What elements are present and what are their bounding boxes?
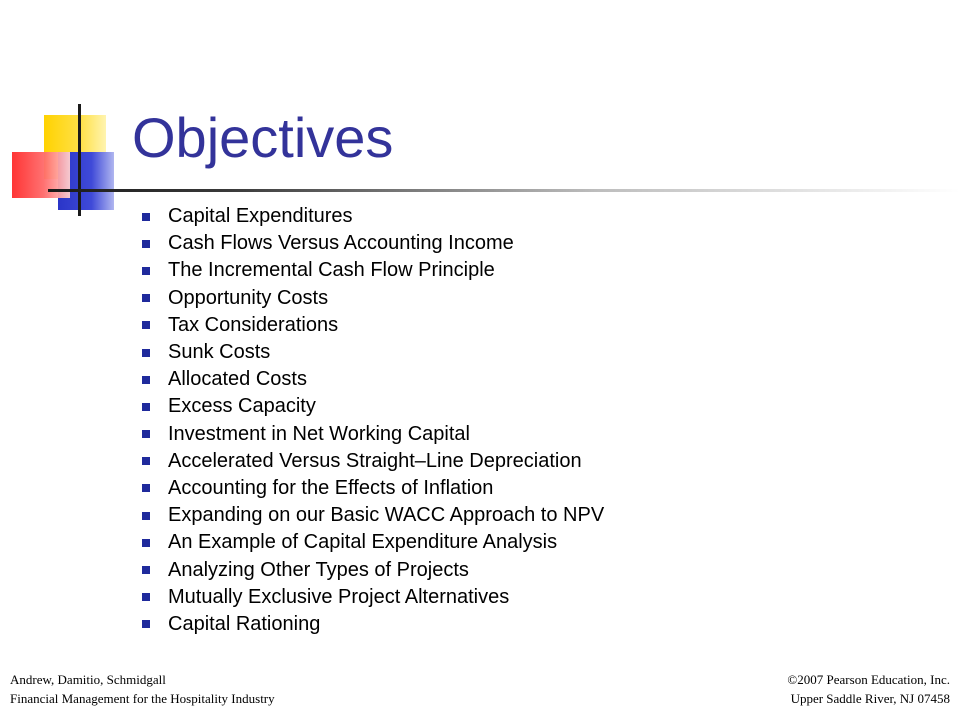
list-item xyxy=(140,611,604,638)
list-item-text: Accelerated Versus Straight–Line Depreciation xyxy=(168,449,582,472)
square-bullet-icon xyxy=(142,213,150,221)
list-item-text: Mutually Exclusive Project Alternatives xyxy=(168,585,510,608)
list-item-text: Excess Capacity xyxy=(168,395,316,418)
list-item-text: Allocated Costs xyxy=(168,368,307,391)
list-item-text: Capital Expenditures xyxy=(168,205,353,228)
list-item-text: Capital Rationing xyxy=(168,612,321,635)
list-item xyxy=(140,366,604,393)
list-item xyxy=(140,475,604,502)
list-item xyxy=(140,502,604,529)
list-item xyxy=(140,529,604,556)
list-item-text: Accounting for the Effects of Inflation xyxy=(168,476,494,499)
list-item-text: An Example of Capital Expenditure Analysis xyxy=(168,531,558,554)
list-item xyxy=(140,203,604,230)
list-item-text: Analyzing Other Types of Projects xyxy=(168,558,469,581)
list-item xyxy=(140,421,604,448)
list-item xyxy=(140,556,604,583)
square-bullet-icon xyxy=(142,403,150,411)
list-item-text: Expanding on our Basic WACC Approach to NPV xyxy=(168,504,605,527)
square-bullet-icon xyxy=(142,376,150,384)
square-bullet-icon xyxy=(142,430,150,438)
square-bullet-icon xyxy=(142,620,150,628)
list-item xyxy=(140,393,604,420)
footer-right xyxy=(787,670,950,708)
title-underline xyxy=(48,189,960,192)
square-bullet-icon xyxy=(142,539,150,547)
list-item xyxy=(140,257,604,284)
footer-copyright: ©2007 Pearson Education, Inc. xyxy=(787,672,950,687)
square-bullet-icon xyxy=(142,294,150,302)
list-item-text: The Incremental Cash Flow Principle xyxy=(168,259,495,282)
square-bullet-icon xyxy=(142,267,150,275)
list-item xyxy=(140,448,604,475)
list-item xyxy=(140,312,604,339)
square-bullet-icon xyxy=(142,512,150,520)
square-bullet-icon xyxy=(142,349,150,357)
square-bullet-icon xyxy=(142,484,150,492)
list-item-text: Investment in Net Working Capital xyxy=(168,422,470,445)
list-item-text: Cash Flows Versus Accounting Income xyxy=(168,232,514,255)
list-item-text: Sunk Costs xyxy=(168,341,271,364)
list-item xyxy=(140,230,604,257)
slide-title: Objectives xyxy=(132,106,394,169)
footer-left xyxy=(10,670,275,708)
list-item-text: Opportunity Costs xyxy=(168,286,329,309)
list-item xyxy=(140,285,604,312)
square-bullet-icon xyxy=(142,457,150,465)
footer-book-title: Financial Management for the Hospitality Industry xyxy=(10,691,275,706)
objectives-list xyxy=(140,203,604,638)
footer-location: Upper Saddle River, NJ 07458 xyxy=(790,691,950,706)
list-item xyxy=(140,584,604,611)
decor-vertical-line xyxy=(78,104,81,216)
list-item-text: Tax Considerations xyxy=(168,313,339,336)
list-item xyxy=(140,339,604,366)
footer-authors: Andrew, Damitio, Schmidgall xyxy=(10,672,166,687)
square-bullet-icon xyxy=(142,566,150,574)
square-bullet-icon xyxy=(142,593,150,601)
square-bullet-icon xyxy=(142,321,150,329)
square-bullet-icon xyxy=(142,240,150,248)
